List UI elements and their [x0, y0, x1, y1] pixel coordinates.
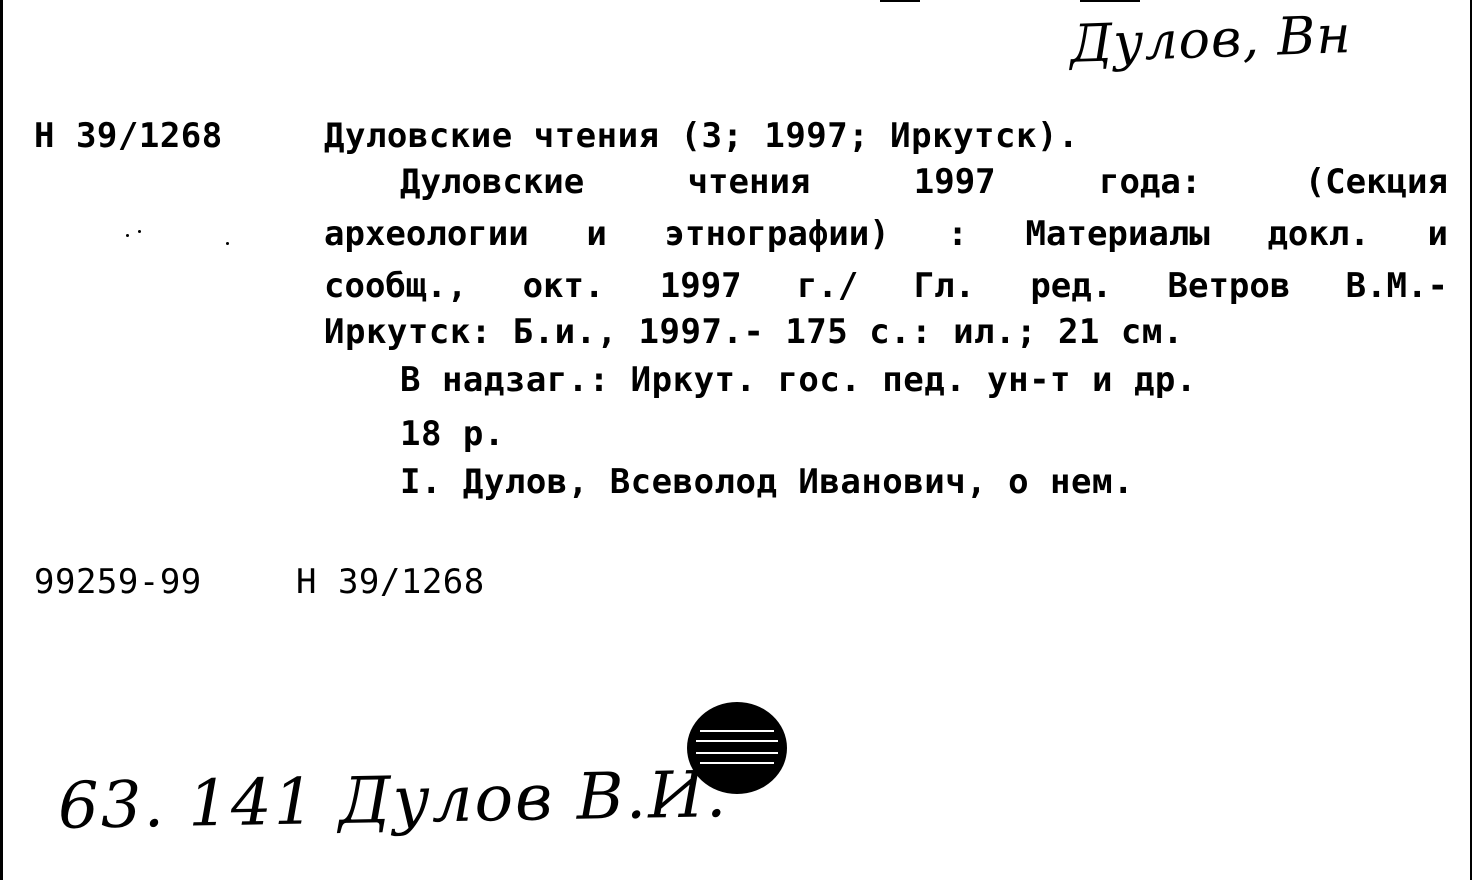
card-top-edge-mark — [1080, 0, 1140, 2]
title-word: (Секция — [1304, 162, 1448, 202]
title-line-2 — [324, 214, 1448, 254]
title-word: сообщ., — [324, 266, 468, 306]
title-word: ред. — [1030, 266, 1113, 306]
heading-entry: Дуловские чтения (3; 1997; Иркутск). — [324, 116, 1079, 156]
subject-entry: I. Дулов, Всеволод Иванович, о нем. — [400, 462, 1134, 502]
title-word: Ветров — [1167, 266, 1291, 306]
title-word: археологии — [324, 214, 529, 254]
call-number: Н 39/1268 — [34, 116, 223, 156]
title-word: Материалы — [1025, 214, 1210, 254]
price-line: 18 р. — [400, 414, 505, 454]
title-word: Гл. — [913, 266, 976, 306]
title-word: этнографии) — [664, 214, 890, 254]
title-word: В.М.- — [1345, 266, 1448, 306]
title-word: чтения — [687, 162, 811, 202]
note-line: В надзаг.: Иркут. гос. пед. ун-т и др. — [400, 360, 1197, 400]
title-word: Дуловские — [400, 162, 585, 202]
ink-speck — [126, 234, 129, 237]
handwritten-classification: 63. 141 Дулов В.И. — [57, 758, 729, 844]
title-line-1 — [400, 162, 1448, 202]
ink-speck — [138, 230, 141, 233]
title-word: 1997 — [659, 266, 742, 306]
title-word: окт. — [522, 266, 605, 306]
ink-speck — [226, 242, 229, 245]
title-word: 1997 — [913, 162, 996, 202]
title-line-3 — [324, 266, 1448, 306]
imprint-line: Иркутск: Б.и., 1997.- 175 с.: ил.; 21 см. — [324, 312, 1184, 352]
title-word: и — [1427, 214, 1448, 254]
title-word: докл. — [1267, 214, 1370, 254]
accession-number: 99259-99 — [34, 562, 202, 602]
card-left-edge — [0, 0, 3, 880]
title-word: и — [586, 214, 607, 254]
handwritten-heading: Дулов, Вн — [1069, 5, 1353, 75]
card-top-edge-mark — [880, 0, 920, 2]
title-word: : — [947, 214, 968, 254]
title-word: года: — [1098, 162, 1202, 202]
accession-call-number: Н 39/1268 — [296, 562, 485, 602]
title-word: г./ — [796, 266, 859, 306]
